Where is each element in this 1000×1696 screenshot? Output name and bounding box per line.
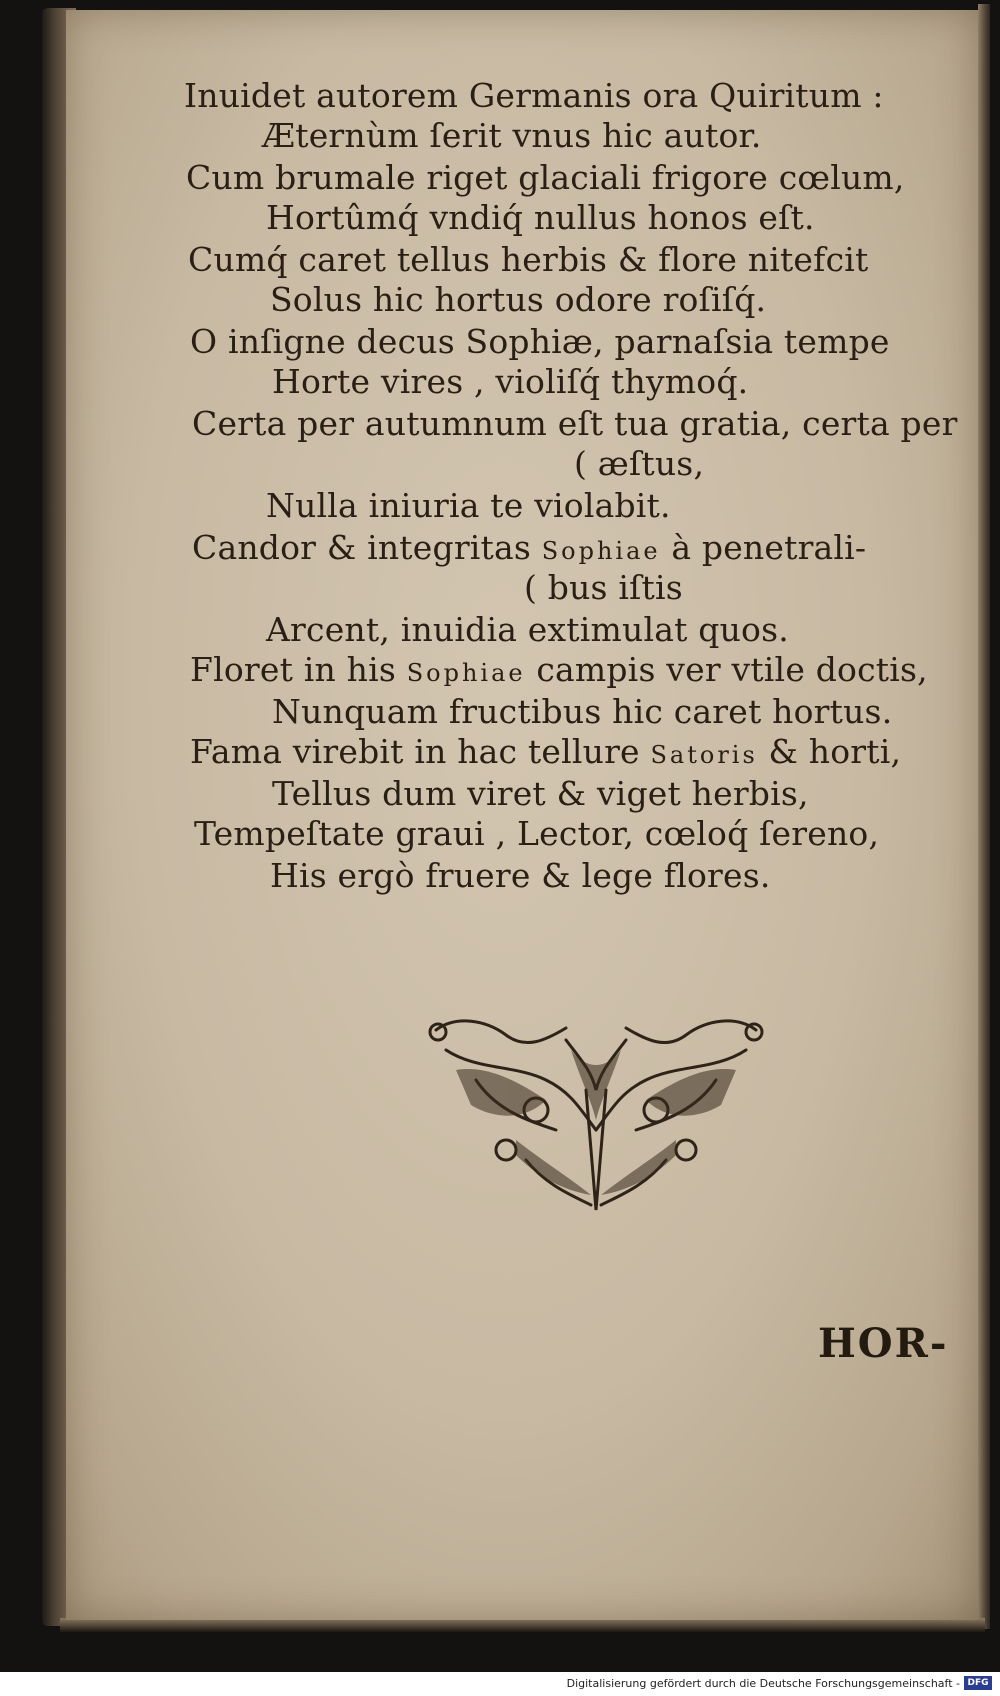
line-text: ( bus iſtis (524, 568, 683, 607)
line-text: Certa per autumnum eſt tua gratia, certa per (192, 404, 958, 443)
book-page (66, 10, 978, 1620)
line-text: His ergò fruere & lege flores. (270, 856, 771, 895)
line-text: Arcent, inuidia extimulat quos. (266, 610, 789, 649)
digitization-footer (0, 1672, 1000, 1696)
line-text: Nulla iniuria te violabit. (266, 486, 671, 525)
line-text: campis ver vtile doctis, (525, 650, 928, 689)
funding-credit: Digitalisierung gefördert durch die Deutsche Forschungsgemeinschaft - (566, 1677, 960, 1690)
line-text: Tellus dum viret & viget herbis, (272, 774, 809, 813)
poem-line (190, 650, 928, 693)
poem-line (270, 856, 771, 896)
dfg-logo-icon: DFG (964, 1676, 992, 1690)
poem-line (190, 732, 901, 775)
poem-line (192, 528, 866, 571)
poem-line (272, 692, 892, 732)
line-text: Æternùm ſerit vnus hic autor. (262, 116, 762, 155)
line-text: à penetrali- (660, 528, 867, 567)
poem-line (262, 116, 762, 156)
line-text: Tempeſtate graui , Lector, cœloq́ ſereno, (194, 814, 880, 853)
poem-line (192, 404, 958, 444)
line-text: Candor & integritas (192, 528, 542, 567)
line-text: Fama virebit in hac tellure (190, 732, 651, 771)
poem-line (270, 280, 766, 320)
page-bottom-edge (60, 1618, 985, 1632)
poem-line (190, 322, 890, 362)
catchword: HOR- (818, 1320, 949, 1367)
small-caps-name: Satoris (650, 741, 758, 769)
line-text: Hortûmq́ vndiq́ nullus honos eſt. (266, 198, 815, 237)
line-text: O inſigne decus Sophiæ, parnaſsia tempe (190, 322, 890, 361)
poem-line (266, 610, 789, 650)
line-text: Nunquam fructibus hic caret hortus. (272, 692, 893, 731)
poem-line (266, 486, 671, 526)
line-text: & horti, (757, 732, 902, 771)
poem-line (272, 362, 748, 402)
poem-line (266, 198, 815, 238)
poem-line (574, 444, 704, 484)
page-right-edge (978, 4, 990, 1629)
small-caps-name: Sophiae (541, 537, 661, 565)
line-text: ( æſtus, (574, 444, 705, 483)
line-text: Solus hic hortus odore roſiſq́. (270, 280, 767, 319)
line-text: Floret in his (190, 650, 407, 689)
poem-line (524, 568, 683, 608)
line-text: Cumq́ caret tellus herbis & flore nitefcit (188, 240, 869, 279)
poem-line (186, 158, 905, 198)
fleuron-ornament-icon (416, 1010, 776, 1220)
line-text: Inuidet autorem Germanis ora Quiritum : (184, 76, 884, 115)
poem-line (184, 76, 884, 116)
poem-line (272, 774, 809, 814)
line-text: Cum brumale riget glaciali frigore cœlum, (186, 158, 905, 197)
poem-line (188, 240, 868, 280)
small-caps-name: Sophiae (406, 659, 526, 687)
poem-line (194, 814, 879, 854)
line-text: Horte vires , violiſq́ thymoq́. (272, 362, 749, 401)
